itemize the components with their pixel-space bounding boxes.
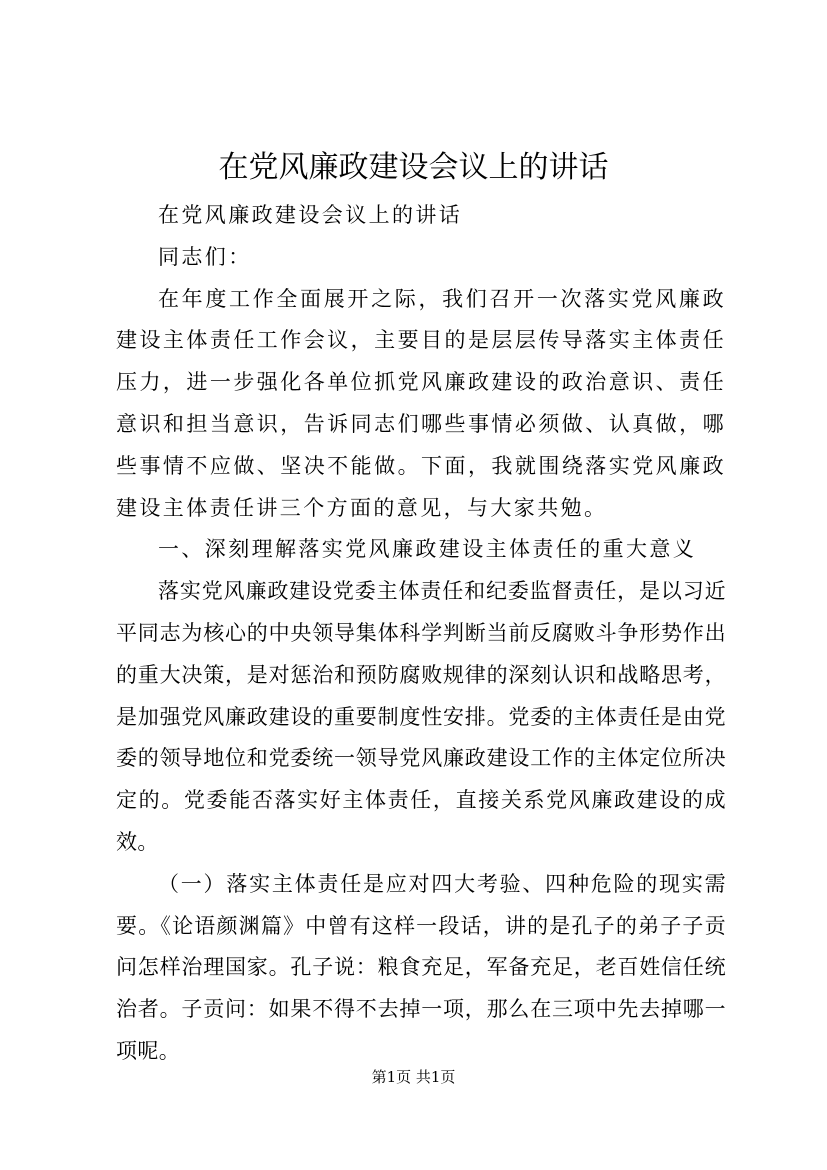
paragraph-significance: 落实党风廉政建设党委主体责任和纪委监督责任，是以习近平同志为核心的中央领导集体科学判断当前反腐败斗争形势作出的重大决策，是对惩治和预防腐败规律的深刻认识和战略思考，是加强党风廉政建设的重要制度性安排。党委的主体责任是由党委的领导地位和党委统一领导党风廉政建设工作的主体定位所决定的。党委能否落实好主体责任，直接关系党风廉政建设的成效。	[116, 579, 726, 854]
paragraph-subtitle: 在党风廉政建设会议上的讲话	[158, 203, 463, 227]
document-title: 在党风廉政建设会议上的讲话	[218, 150, 609, 185]
paragraph-salutation: 同志们：	[158, 244, 252, 269]
document-body	[116, 195, 726, 1073]
page-footer: 第1页 共1页	[371, 1068, 456, 1086]
paragraph-intro: 在年度工作全面展开之际，我们召开一次落实党风廉政建设主体责任工作会议，主要目的是层层传导落实主体责任压力，进一步强化各单位抓党风廉政建设的政治意识、责任意识和担当意识，告诉同志们哪些事情必须做、认真做，哪些事情不应做、坚决不能做。下面，我就围绕落实党风廉政建设主体责任讲三个方面的意见，与大家共勉。	[116, 286, 726, 520]
paragraph-section-heading: 一、深刻理解落实党风廉政建设主体责任的重大意义	[158, 537, 697, 562]
paragraph-subsection-one: （一）落实主体责任是应对四大考验、四种危险的现实需要。《论语颜渊篇》中曾有这样一段话，讲的是孔子的弟子子贡问怎样治理国家。孔子说：粮食充足，军备充足，老百姓信任统治者。子贡问：如果不得不去掉一项，那么在三项中先去掉哪一项呢。	[116, 871, 726, 1063]
